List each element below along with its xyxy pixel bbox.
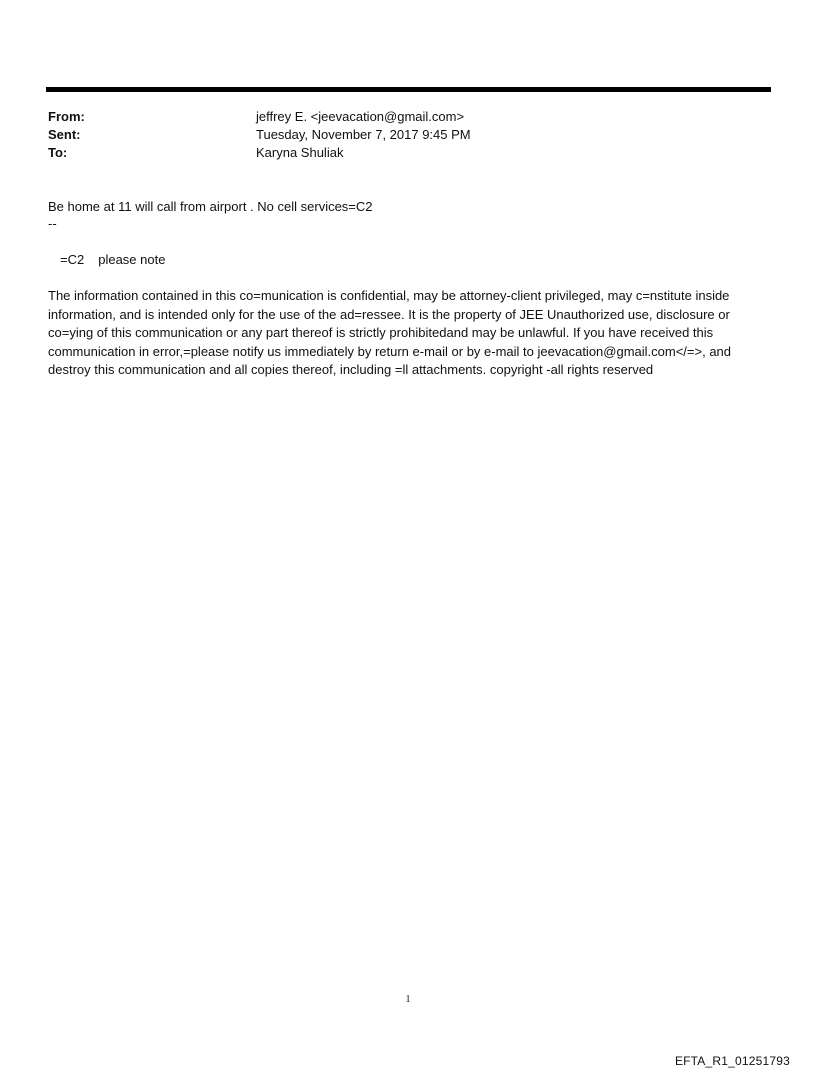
confidentiality-disclaimer: The information contained in this co=munication is confidential, may be attorney-client privileged, may c=nstitute inside information, and is intended only for the use of the ad=ressee. It is the property of JEE Unauthorized use, disclosure or co=ying of this communication or any part thereof is strictly prohibitedand may be unlawful. If you have received this communication in error,=please notify us immediately by return e-mail or by e-mail to jeevacation@gmail.com</=>, and destroy this communication and all copies thereof, including =ll attachments. copyright -all rights reserved bbox=[48, 288, 732, 377]
to-label: To: bbox=[48, 145, 68, 160]
signature-code: =C2 bbox=[60, 252, 85, 267]
signature-separator: -- bbox=[48, 216, 57, 231]
from-value: jeffrey E. <jeevacation@gmail.com> bbox=[256, 109, 465, 124]
signature-text: please note bbox=[98, 252, 166, 267]
sent-row bbox=[48, 126, 748, 144]
sent-label: Sent: bbox=[48, 127, 81, 142]
sent-value: Tuesday, November 7, 2017 9:45 PM bbox=[256, 127, 471, 142]
from-label: From: bbox=[48, 109, 85, 124]
document-id: EFTA_R1_01251793 bbox=[674, 1054, 790, 1068]
to-value: Karyna Shuliak bbox=[256, 145, 344, 160]
header-rule bbox=[46, 87, 771, 92]
to-row bbox=[48, 144, 748, 162]
signature-line bbox=[48, 251, 165, 269]
message-text: Be home at 11 will call from airport . No cell services=C2 bbox=[48, 199, 373, 214]
page-number: 1 bbox=[405, 994, 411, 1005]
from-row bbox=[48, 108, 748, 126]
email-header bbox=[48, 108, 748, 162]
